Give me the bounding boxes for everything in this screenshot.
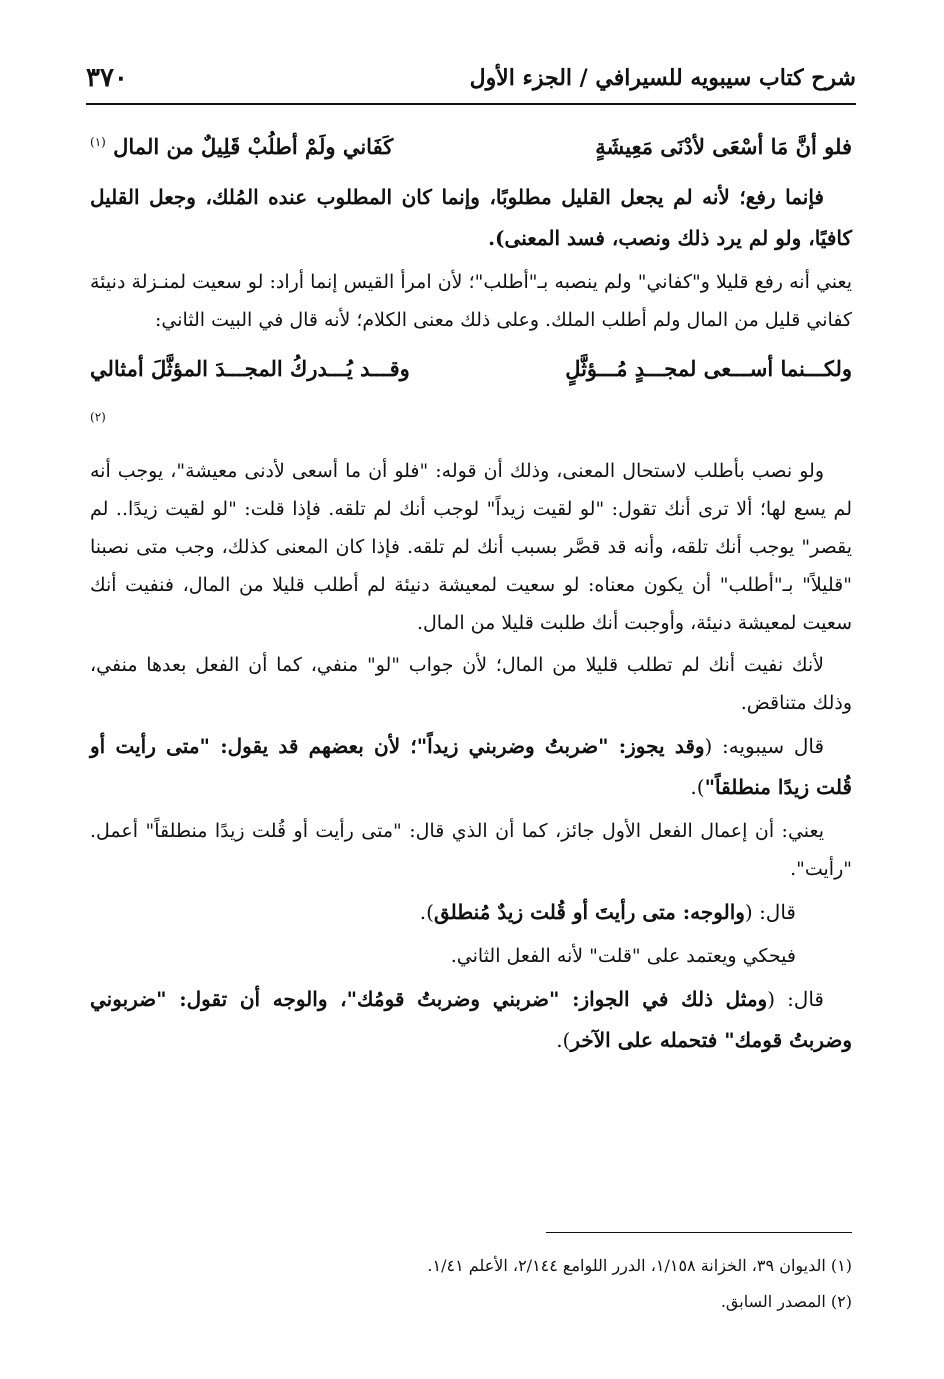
paragraph-9: قال: (ومثل ذلك في الجواز: "ضربني وضربتُ قومُك"، والوجه أن تقول: "ضربوني وضربتُ قومك" فتحمله على الآخر). xyxy=(90,987,852,1052)
footnote-rule xyxy=(546,1232,852,1233)
paragraph-2: يعني أنه رفع قليلا و"كفاني" ولم ينصبه بـ"أطلب"؛ لأن امرأ القيس إنما أراد: لو سعيت لمنـزلة دنيئة كفاني قليل من المال ولم أطلب الملك. وعلى ذلك معنى الكلام؛ لأنه قال في البيت الثاني: xyxy=(90,271,852,331)
footnote-ref-2: (٢) xyxy=(90,410,106,424)
footnote-ref-1: (١) xyxy=(90,135,106,149)
paragraph-8: فيحكي ويعتمد على "قلت" لأنه الفعل الثاني. xyxy=(450,945,796,967)
paragraph-3: ولو نصب بأطلب لاستحال المعنى، وذلك أن قوله: "فلو أن ما أسعى لأدنى معيشة"، يوجب أنه لم يسع لها؛ ألا ترى أنك تقول: "لو لقيت زيداً" لوجب أنك لم تلقه. فإذا قلت: "لو لقيت زيدًا.. لم يقصر" يوجب أنك تلقه، وأنه قد قصَّر بسبب أنك لم تلقه. فإذا كان المعنى كذلك، وجب متى نصبنا "قليلاً" بـ"أطلب" أن يكون معناه: لو سعيت لمعيشة دنيئة لم أطلب قليلا من المال، فنفيت أنك سعيت لمعيشة دنيئة، وأوجبت أنك طلبت قليلا من المال. xyxy=(90,460,852,634)
main-text xyxy=(90,112,852,1065)
verse-1-hemistich-1: فلو أنَّ مَا أسْعَى لأدْنَى مَعِيشَةٍ xyxy=(595,134,852,159)
paragraph-5: قال سيبويه: (وقد يجوز: "ضربتُ وضربني زيداً"؛ لأن بعضهم قد يقول: "متى رأيت أو قُلت زيدًا منطلقاً"). xyxy=(90,734,852,799)
paragraph-1: فإنما رفع؛ لأنه لم يجعل القليل مطلوبًا، وإنما كان المطلوب عنده المُلك، وجعل القليل كافيًا، ولو لم يرد ذلك ونصب، فسد المعنى). xyxy=(90,185,852,250)
footnote-2: (٢) المصدر السابق. xyxy=(720,1292,852,1311)
page-header xyxy=(86,56,856,100)
verse-1-hemistich-2: كَفَاني ولَمْ أطلُبْ قَلِيلٌ من المال $^{(١)}$ xyxy=(90,134,394,159)
paragraph-6: يعني: أن إعمال الفعل الأول جائز، كما أن الذي قال: "متى رأيت أو قُلت زيدًا منطلقاً" أعمل. "رأيت". xyxy=(90,820,852,880)
verse-2 xyxy=(90,345,852,446)
verse-1 xyxy=(90,118,852,171)
verse-2-hemistich-1: ولكـــنما أســـعى لمجـــدٍ مُـــؤثَّلٍ xyxy=(565,356,852,381)
page-number: ٣٧٠ xyxy=(86,63,128,93)
header-rule xyxy=(86,103,856,105)
footnotes xyxy=(90,1248,852,1320)
verse-2-hemistich-2: وقـــد يُـــدركُ المجـــدَ المؤثَّلَ أمثالي $^{(٢)}$ xyxy=(90,356,410,424)
running-title: شرح كتاب سيبويه للسيرافي / الجزء الأول xyxy=(469,65,856,91)
footnote-1: (١) الديوان ٣٩، الخزانة ١/١٥٨، الدرر اللوامع ٢/١٤٤، الأعلم ١/٤١. xyxy=(427,1256,852,1275)
paragraph-7: قال: (والوجه: متى رأيتَ أو قُلت زيدٌ مُنطلق). xyxy=(419,900,796,924)
paragraph-4: لأنك نفيت أنك لم تطلب قليلا من المال؛ لأن جواب "لو" منفي، كما أن الفعل بعدها منفي، وذلك متناقض. xyxy=(90,654,852,714)
